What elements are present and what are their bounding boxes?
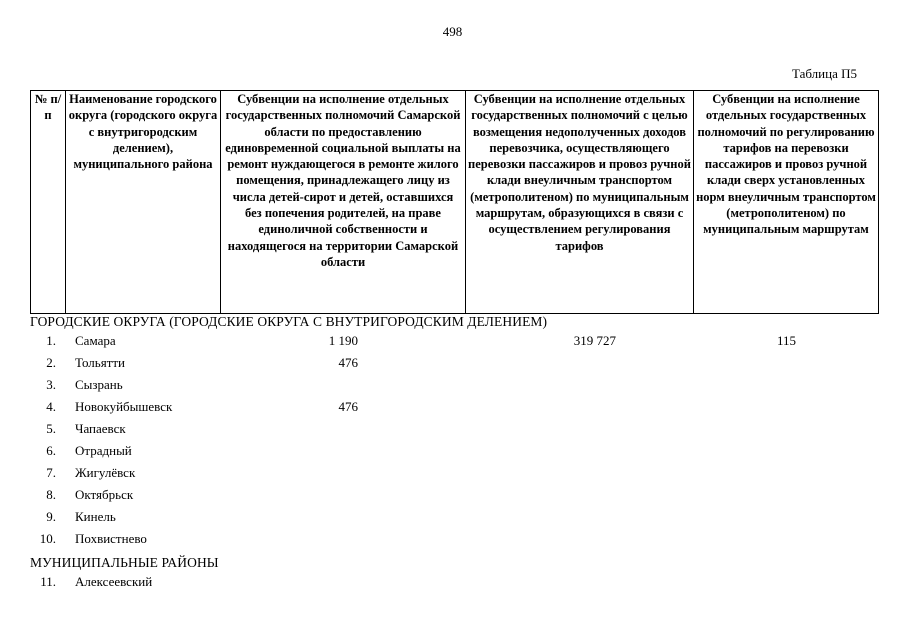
row-number: 3. xyxy=(46,377,56,392)
row-name: Кинель xyxy=(75,509,116,524)
row-number: 2. xyxy=(46,355,56,370)
header-cell-subvention-repair: Субвенции на исполнение отдельных государственных полномочий Самарской области по предоставлению единовременной социальной выплаты на ремонт нуждающегося в ремонте жилого помещения, принадлежащего лицу из числа детей-сирот и детей, оставшихся без попечения родителей, на праве единоличной собственности и находящегося на территории Самарской области xyxy=(221,91,466,314)
row-name: Отрадный xyxy=(75,443,132,458)
header-row xyxy=(31,91,879,314)
row-number: 4. xyxy=(46,399,56,414)
header-cell-number: № п/п xyxy=(31,91,66,314)
table-row xyxy=(30,465,880,487)
row-name: Тольятти xyxy=(75,355,126,370)
row-name: Чапаевск xyxy=(75,421,126,436)
row-name: Сызрань xyxy=(75,377,123,392)
row-value-tariff-regulation: 115 xyxy=(776,333,796,348)
table-row xyxy=(30,333,880,355)
table-header xyxy=(30,90,879,314)
row-value-carrier-income: 319 727 xyxy=(573,333,616,348)
page-number: 498 xyxy=(442,24,463,39)
table-row xyxy=(30,574,880,596)
header-cell-name: Наименование городского округа (городского округа с внутригородским делением), муниципального района xyxy=(66,91,221,314)
section-title: МУНИЦИПАЛЬНЫЕ РАЙОНЫ xyxy=(30,555,219,570)
row-name: Новокуйбышевск xyxy=(75,399,173,414)
section-title: ГОРОДСКИЕ ОКРУГА (ГОРОДСКИЕ ОКРУГА С ВНУТРИГОРОДСКИМ ДЕЛЕНИЕМ) xyxy=(30,314,548,329)
header-cell-subvention-tariff-regulation: Субвенции на исполнение отдельных государственных полномочий по регулированию тарифов на перевозки пассажиров и провоз ручной клади сверх установленных норм внеуличным транспортом (метрополитеном) по муниципальным маршрутам xyxy=(694,91,879,314)
table-row xyxy=(30,443,880,465)
row-name: Самара xyxy=(75,333,116,348)
row-number: 9. xyxy=(46,509,56,524)
row-number: 5. xyxy=(46,421,56,436)
table-row xyxy=(30,399,880,421)
table-label: Таблица П5 xyxy=(792,66,857,81)
table-row xyxy=(30,421,880,443)
row-value-repair: 476 xyxy=(338,399,358,414)
table-row xyxy=(30,377,880,399)
row-number: 10. xyxy=(39,531,56,546)
row-name: Октябрьск xyxy=(75,487,134,502)
row-number: 11. xyxy=(40,574,56,589)
row-number: 7. xyxy=(46,465,56,480)
row-number: 6. xyxy=(46,443,56,458)
row-value-repair: 476 xyxy=(338,355,358,370)
row-name: Жигулёвск xyxy=(75,465,136,480)
table-row xyxy=(30,487,880,509)
row-number: 1. xyxy=(46,333,56,348)
row-name: Алексеевский xyxy=(75,574,153,589)
table-row xyxy=(30,355,880,377)
row-name: Похвистнево xyxy=(75,531,147,546)
row-value-repair: 1 190 xyxy=(328,333,358,348)
row-number: 8. xyxy=(46,487,56,502)
header-cell-subvention-carrier-income: Субвенции на исполнение отдельных государственных полномочий с целью возмещения недополученных доходов перевозчика, осуществляющего перевозки пассажиров и провоз ручной клади внеуличным транспортом (метрополитеном) по муниципальным маршрутам, образующихся в связи с осуществлением регулирования тарифов xyxy=(466,91,694,314)
table-row xyxy=(30,531,880,553)
table-row xyxy=(30,509,880,531)
